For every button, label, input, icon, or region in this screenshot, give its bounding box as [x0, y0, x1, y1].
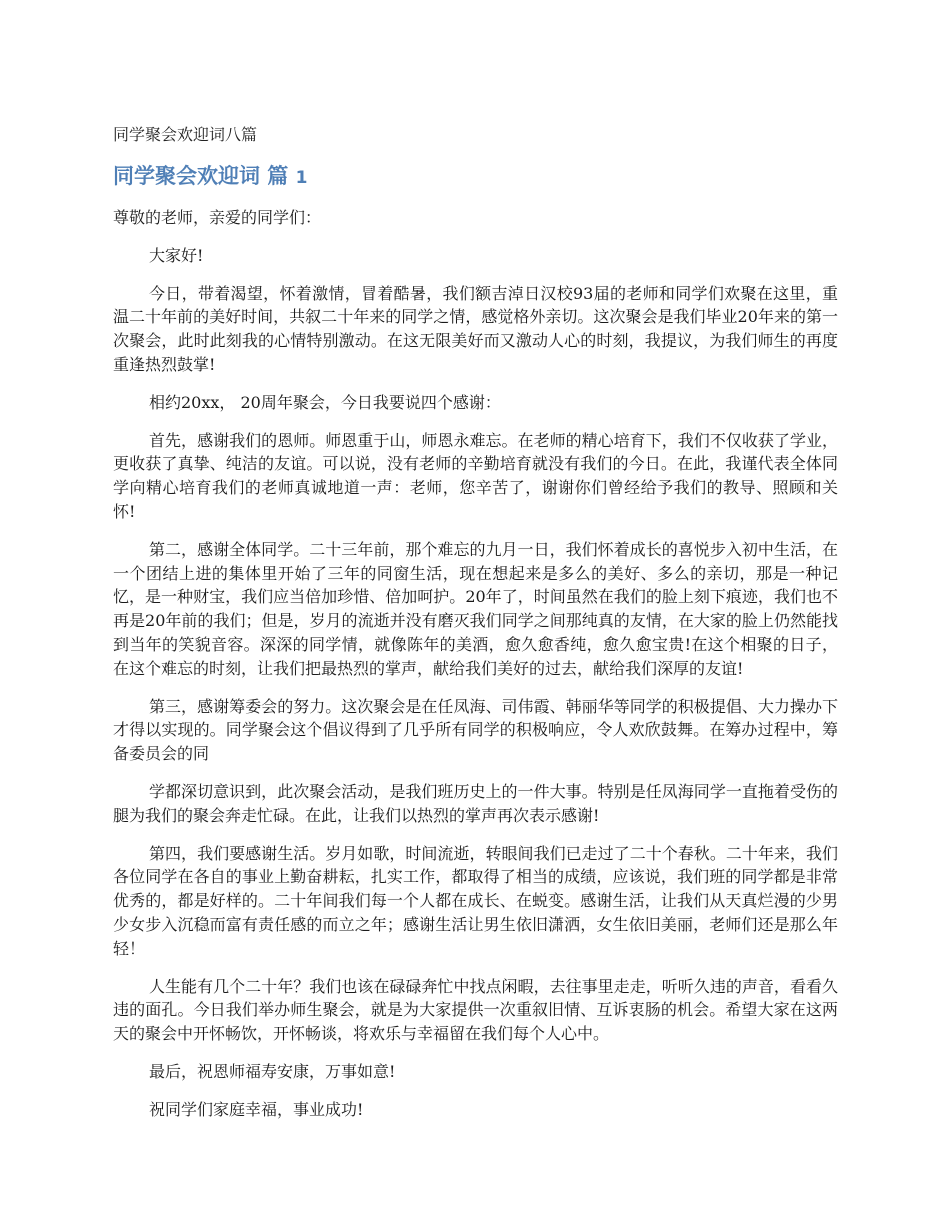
paragraph-thanks-classmates: 第二，感谢全体同学。二十三年前，那个难忘的九月一日，我们怀着成长的喜悦步入初中生活，在一个团结上进的集体里开始了三年的同窗生活，现在想起来是多么的美好、多么的亲切，那是一种记忆，是一种财宝，我们应当倍加珍惜、倍加呵护。20年了，时间虽然在我们的脸上刻下痕迹，我们也不再是20年前的我们；但是，岁月的流逝并没有磨灭我们同学之间那纯真的友情，在大家的脸上仍然能找到当年的笑貌音容。深深的同学情，就像陈年的美酒，愈久愈香纯，愈久愈宝贵!在这个相聚的日子，在这个难忘的时刻，让我们把最热烈的掌声，献给我们美好的过去，献给我们深厚的友谊!	[113, 539, 838, 678]
paragraph-thanks-committee: 第三，感谢筹委会的努力。这次聚会是在任凤海、司伟霞、韩丽华等同学的积极提倡、大力操办下才得以实现的。同学聚会这个倡议得到了几乎所有同学的积极响应，令人欢欣鼓舞。在筹办过程中，筹备委员会的同	[113, 696, 838, 764]
paragraph-thanks-life: 第四，我们要感谢生活。岁月如歌，时间流逝，转眼间我们已走过了二十个春秋。二十年来，我们各位同学在各自的事业上勤奋耕耘，扎实工作，都取得了相当的成绩，应该说，我们班的同学都是非常优秀的，都是好样的。二十年间我们每一个人都在成长、在蜕变。感谢生活，让我们从天真烂漫的少男少女步入沉稳而富有责任感的而立之年；感谢生活让男生依旧潇洒，女生依旧美丽，老师们还是那么年轻！	[113, 843, 838, 958]
section-number: 1	[295, 168, 308, 188]
paragraph-thanks-teachers: 首先，感谢我们的恩师。师恩重于山，师恩永难忘。在老师的精心培育下，我们不仅收获了学业，更收获了真挚、纯洁的友谊。可以说，没有老师的辛勤培育就没有我们的今日。在此，我谨代表全体同学向精心培育我们的老师真诚地道一声：老师，您辛苦了，谢谢你们曾经给予我们的教导、照顾和关怀!	[113, 430, 838, 521]
paragraph-closing-blessing: 最后，祝恩师福寿安康，万事如意!	[149, 1061, 396, 1081]
paragraph-four-thanks: 相约20xx， 20周年聚会，今日我要说四个感谢：	[149, 392, 501, 412]
paragraph-opening: 今日，带着渴望，怀着激情，冒着酷暑，我们额吉淖日汉校93届的老师和同学们欢聚在这里，重温二十年前的美好时间，共叙二十年来的同学之情，感觉格外亲切。这次聚会是我们毕业20年来的第一次聚会，此时此刻我的心情特别激动。在这无限美好而又激动人心的时刻，我提议，为我们师生的再度重逢热烈鼓掌!	[113, 283, 838, 374]
section-heading	[113, 162, 838, 192]
section-heading-text: 同学聚会欢迎词 篇	[113, 164, 289, 188]
document-title: 同学聚会欢迎词八篇	[113, 125, 258, 144]
paragraph-closing-wish: 祝同学们家庭幸福，事业成功!	[149, 1099, 364, 1119]
paragraph-twenty-years: 人生能有几个二十年？我们也该在碌碌奔忙中找点闲暇，去往事里走走，听听久违的声音，看看久违的面孔。今日我们举办师生聚会，就是为大家提供一次重叙旧情、互诉衷肠的机会。希望大家在这两天的聚会中开怀畅饮，开怀畅谈，将欢乐与幸福留在我们每个人心中。	[113, 976, 838, 1044]
salutation: 尊敬的老师，亲爱的同学们：	[113, 208, 322, 227]
greeting: 大家好!	[149, 245, 204, 265]
paragraph-committee-continued: 学都深切意识到，此次聚会活动，是我们班历史上的一件大事。特别是任凤海同学一直拖着受伤的腿为我们的聚会奔走忙碌。在此，让我们以热烈的掌声再次表示感谢!	[113, 781, 838, 825]
